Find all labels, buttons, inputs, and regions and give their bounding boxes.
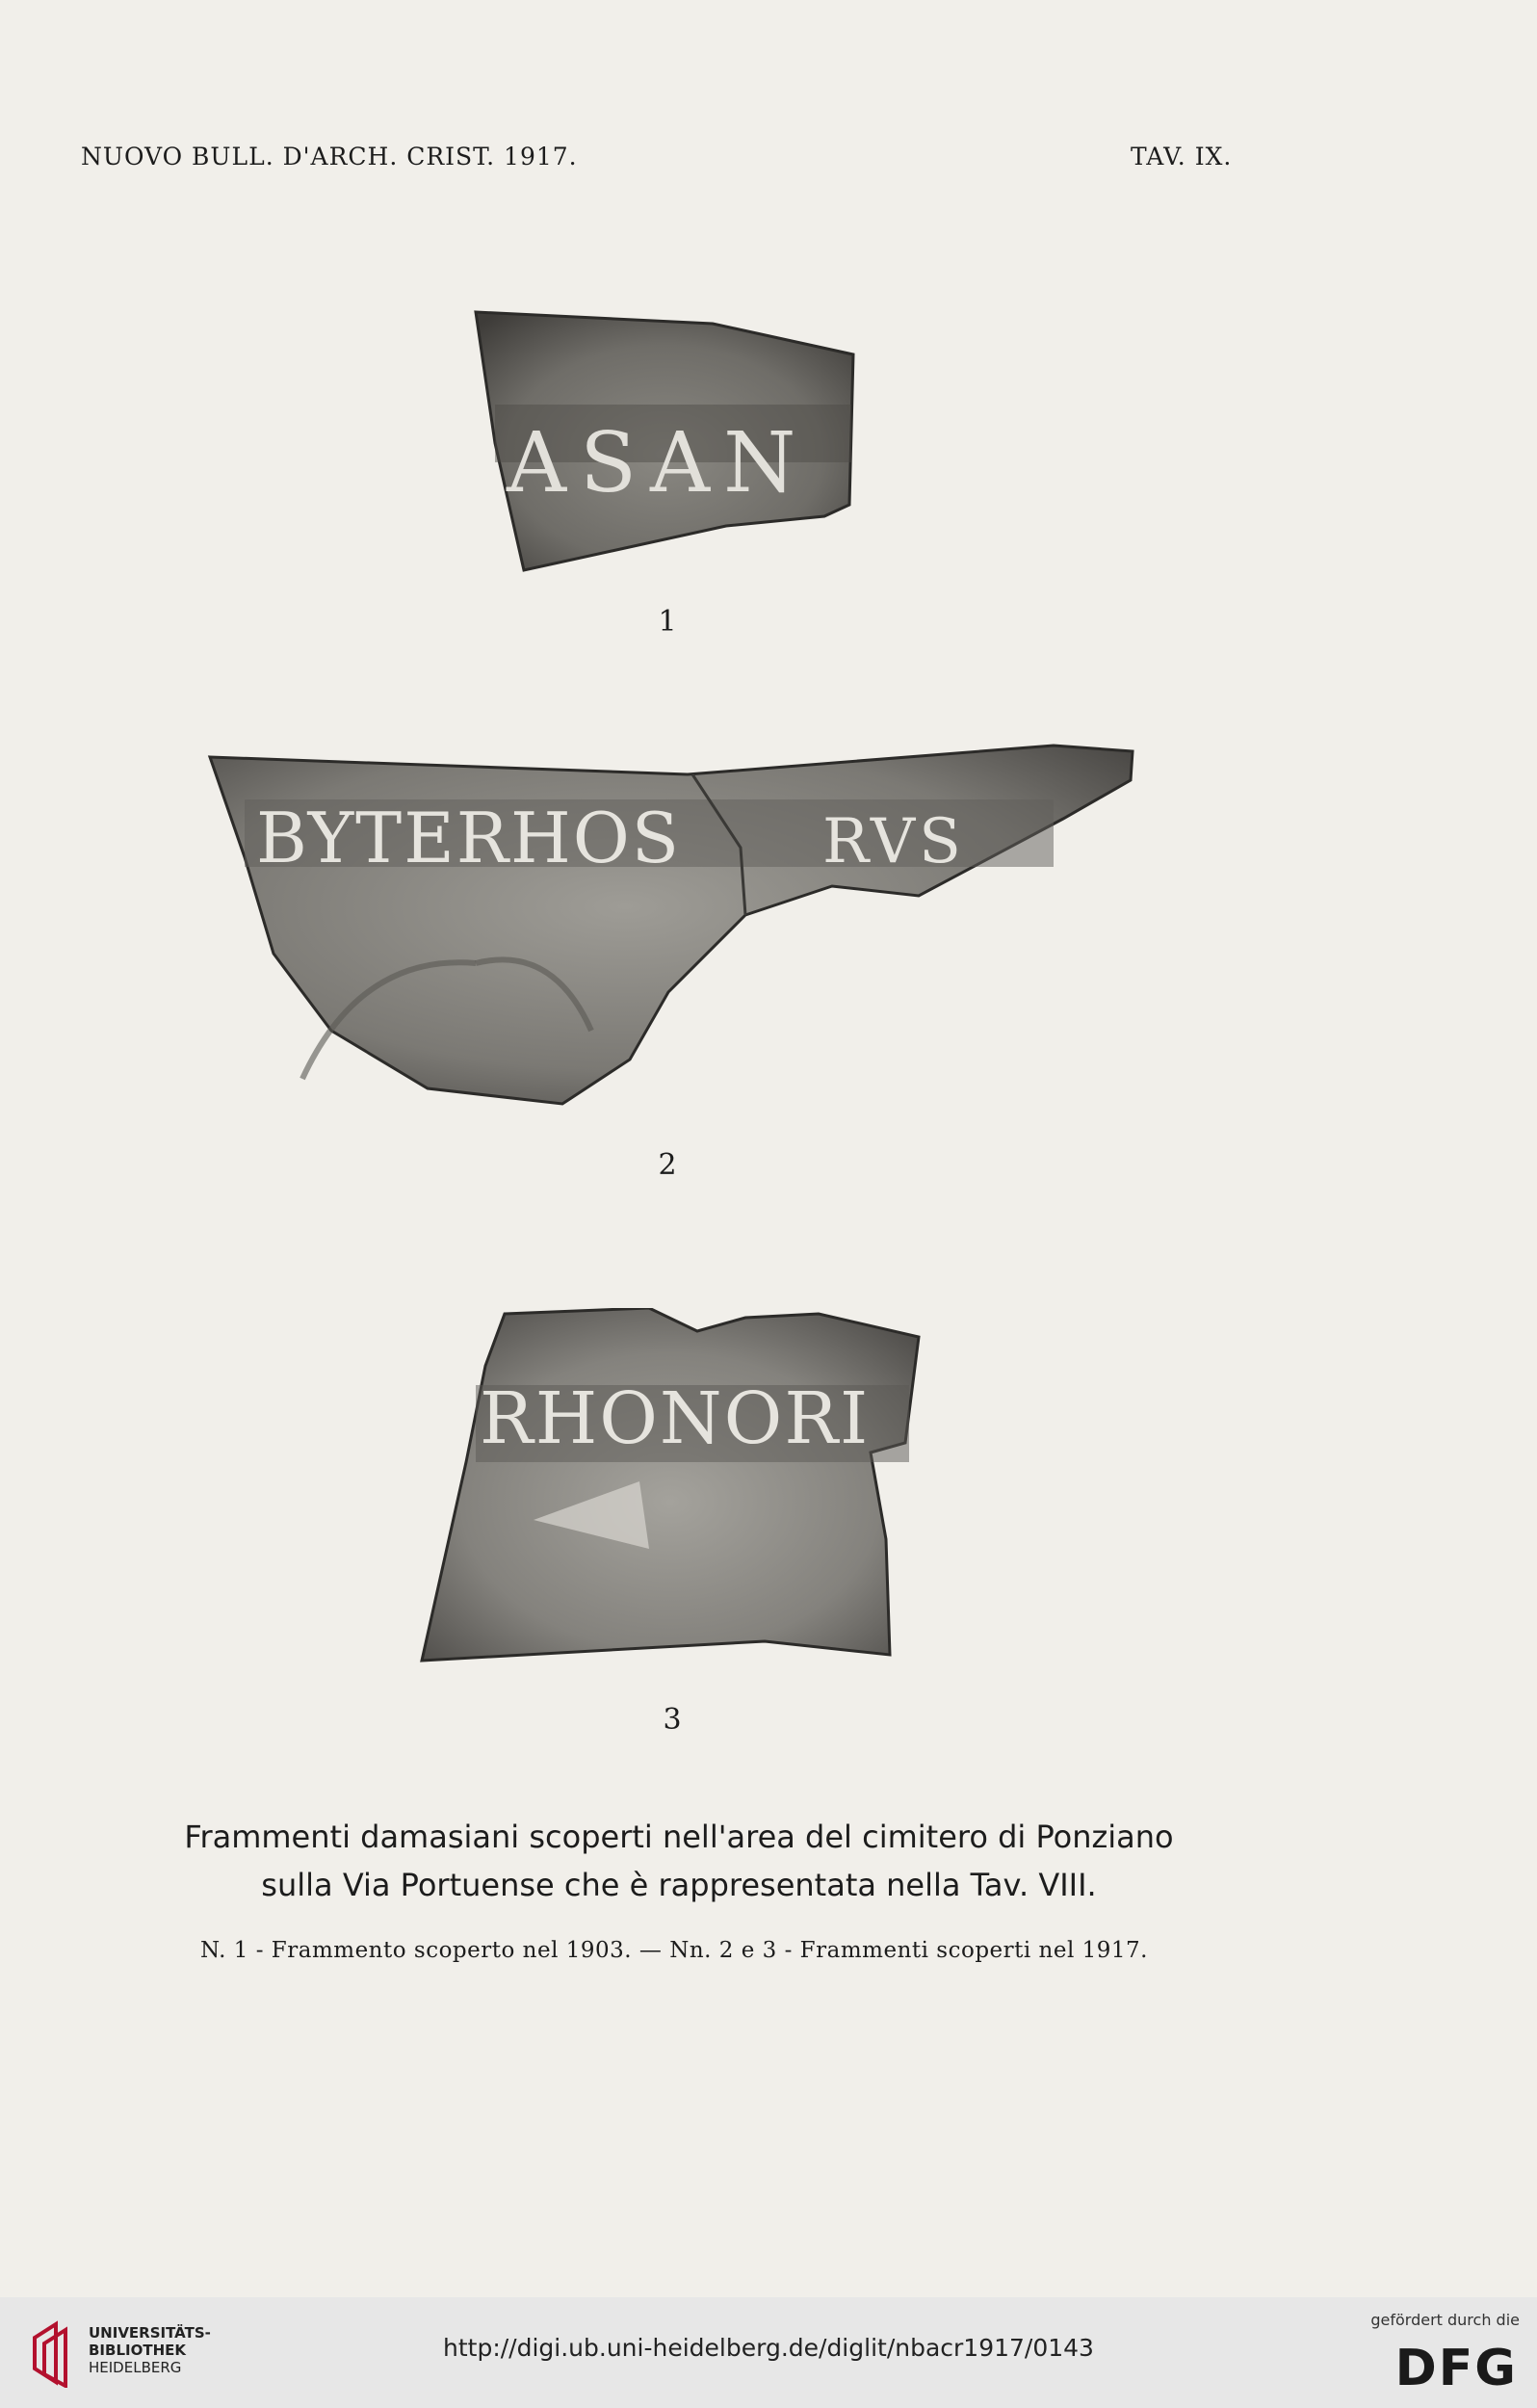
caption-note: N. 1 - Frammento scoperto nel 1903. — Nn. 2 e 3 - Frammenti scoperti nel 1917.	[199, 1938, 1148, 1963]
dfg-logo: DFG	[1394, 2340, 1518, 2397]
fragment-2-inscription-left: BYTERHOS	[256, 798, 682, 878]
fragment-1-photo	[466, 308, 857, 574]
running-header-title: NUOVO BULL. D'ARCH. CRIST. 1917.	[81, 143, 578, 170]
fragment-1-number: 1	[658, 605, 677, 639]
library-name-line-2: BIBLIOTHEK	[89, 2342, 186, 2359]
fragment-3-number: 3	[663, 1703, 682, 1737]
fragment-3-photo	[418, 1308, 925, 1664]
fragment-3-inscription: RHONORI	[480, 1377, 871, 1460]
plate-number: TAV. IX.	[1131, 143, 1233, 170]
fragment-2-inscription-right: RVS	[822, 806, 965, 877]
footer-bar	[0, 2297, 1537, 2408]
caption-line-2: sulla Via Portuense che è rappresentata nella Tav. VIII.	[261, 1867, 1097, 1903]
fragment-2-photo	[206, 742, 1136, 1113]
fragment-2-number: 2	[658, 1148, 677, 1182]
funding-label: gefördert durch die	[1370, 2311, 1520, 2329]
caption-line-1: Frammenti damasiani scoperti nell'area del cimitero di Ponziano	[184, 1819, 1174, 1855]
library-name-line-1: UNIVERSITÄTS-	[89, 2324, 211, 2342]
permalink-url[interactable]: http://digi.ub.uni-heidelberg.de/diglit/nbacr1917/0143	[443, 2334, 1094, 2362]
fragment-1-inscription: ASAN	[507, 415, 810, 511]
library-name-line-3: HEIDELBERG	[89, 2359, 182, 2376]
